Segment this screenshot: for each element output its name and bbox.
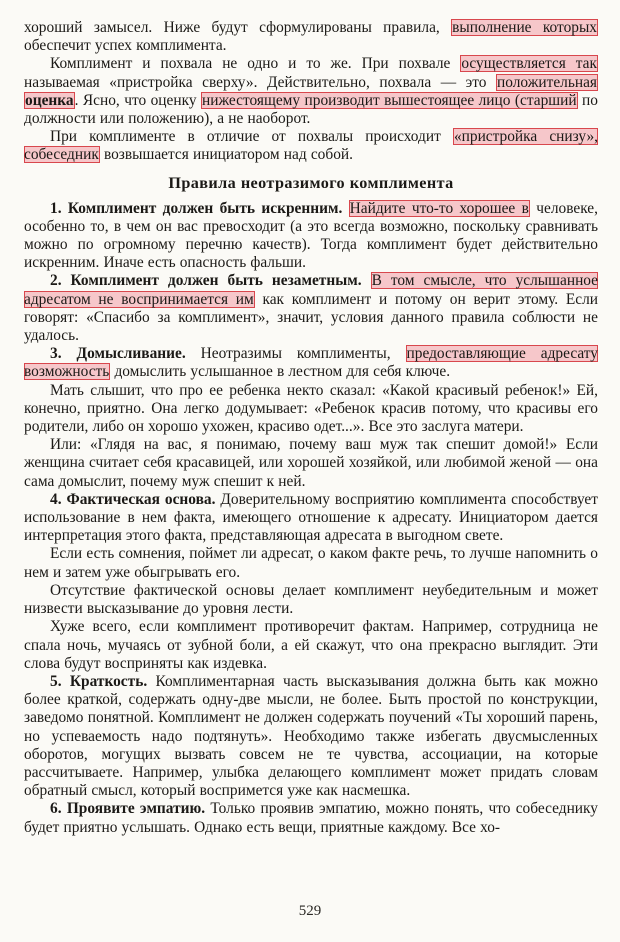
text-run: Неотразимы комплименты, <box>185 345 406 363</box>
paragraph <box>24 545 598 581</box>
text-run: Доверительному восприятию комплимента способствует использование в нем факта, имеющего отношение к адресату. Инициатором дается интерпретация этого факта, представляющая адресата в выгодном свете. <box>24 490 598 545</box>
highlight-annotation: Найдите что-то хорошее в <box>349 199 529 217</box>
text-run: домыслить услышанное в лестном для себя ключе. <box>110 363 451 381</box>
highlight-annotation: «пристройка снизу», собеседник <box>24 128 599 164</box>
paragraph <box>24 19 598 55</box>
text-run: Мать слышит, что про ее ребенка некто сказал: «Какой красивый ребенок!» Ей, конечно, приятно. Она легко додумывает: «Ребенок красив потому, что красивы его родители, либо он хорошо ухожен, красиво одет...». Все это заслуга матери. <box>24 381 598 436</box>
paragraph <box>24 128 598 164</box>
text-run: Если есть сомнения, поймет ли адресат, о каком факте речь, то лучше напомнить о нем и затем уже обыгрывать его. <box>24 545 598 581</box>
text-run: как комплимент и потому он верит этому. Если говорят: «Спасибо за комплимент», значит, условия данного правила соблюсти не удалось. <box>24 290 598 345</box>
text-run <box>362 272 371 289</box>
text-run: Комплиментарная часть высказывания должна быть как можно более краткой, содержать одну-две мысли, не более. Быть простой по конструкции, заведомо понятной. Комплимент не должен содержать поучений «Ты хороший парень, но успеваемость надо подтянуть». Необходимо также избегать двусмысленных оборотов, могущих вызвать совсем не те чувства, ассоциации, на которые рассчитываете. Например, улыбка делающего комплимент может придать словам обратный смысл, который воспримется уже как насмешка. <box>24 672 598 800</box>
page-number: 529 <box>298 903 322 919</box>
rule-title: 6. Проявите эмпатию. <box>50 800 206 818</box>
text-run: по должности или положению), а не наоборот. <box>24 91 598 128</box>
highlight-annotation: оценка <box>25 91 74 109</box>
text-run: возвышается инициатором над собой. <box>99 146 353 164</box>
paragraph <box>24 436 598 491</box>
paragraph <box>24 382 598 437</box>
highlight-annotation: В том смысле, что услышанное адресатом не воспринимается им <box>24 272 599 308</box>
highlight-annotation: осуществляется так <box>461 55 597 73</box>
rule-title: 2. Комплимент должен быть незаметным. <box>50 272 362 290</box>
rule-title: 4. Фактическая основа. <box>50 490 216 508</box>
highlight-annotation: выполнение которых <box>452 19 597 36</box>
text-run: Комплимент и похвала не одно и то же. При похвале <box>50 55 461 73</box>
text-run: . Ясно, что оценку <box>74 91 202 109</box>
text-run <box>342 200 348 217</box>
paragraph <box>24 800 598 836</box>
rule-title: 1. Комплимент должен быть искренним. <box>50 199 343 217</box>
text-run: хороший замысел. Ниже будут сформулированы правила, <box>24 19 452 36</box>
text-run: обеспечит успех комплимента. <box>24 37 227 55</box>
paragraph <box>24 618 598 673</box>
paragraph <box>24 55 598 128</box>
rule-title: 3. Домысливание. <box>50 345 186 363</box>
text-run: Хуже всего, если комплимент противоречит фактам. Например, сотрудница не спала ночь, мучаясь от зубной боли, а ей скажут, что она прекрасно выглядит. Эти слова будут восприняты как издевка. <box>24 618 598 672</box>
paragraph <box>24 272 598 345</box>
text-run: человеке, особенно то, в чем он вас превосходит (а это всегда возможно, поскольку сравнивать можно по огромному перечню качеств). Тогда комплимент будет действительно искренним. Иначе есть опасность фальши. <box>24 199 598 272</box>
text-run: При комплименте в отличие от похвалы происходит <box>50 128 453 146</box>
text-run: называемая «пристройка сверху». Действительно, похвала — это <box>24 73 496 91</box>
paragraph <box>24 345 598 381</box>
paragraph <box>24 673 598 800</box>
paragraph <box>24 582 598 618</box>
highlight-annotation: положительная <box>497 73 597 91</box>
highlight-annotation: предоставляющие адресату возможность <box>24 345 598 381</box>
text-run: Отсутствие фактической основы делает комплимент неубедительным и может низвести высказывание до уровня лести. <box>24 581 598 618</box>
highlight-annotation: нижестоящему производит вышестоящее лицо (старший <box>202 91 577 109</box>
rule-title: 5. Краткость. <box>50 672 148 690</box>
paragraph <box>24 200 598 273</box>
section-heading: Правила неотразимого комплимента <box>168 173 454 192</box>
text-run: Или: «Глядя на вас, я понимаю, почему ваш муж так спешит домой!» Если женщина считает себя красавицей, или хорошей хозяйкой, или любимой женой — она сама домыслит, почему муж спешит к ней. <box>24 436 598 490</box>
paragraph <box>24 491 598 546</box>
text-run: Только проявив эмпатию, можно понять, что собеседнику будет приятно услышать. Однако есть вещи, приятные каждому. Все хо- <box>24 800 598 836</box>
